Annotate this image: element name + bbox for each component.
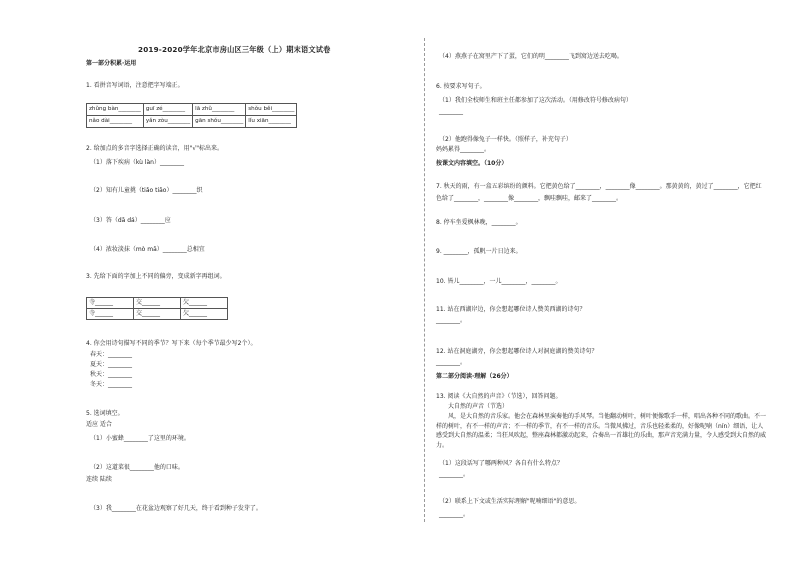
part1-heading: 第一部分积累·运用	[86, 60, 137, 67]
season-autumn: 秋天：________	[90, 371, 133, 378]
question-13-2-answer: ________。	[439, 511, 470, 518]
pinyin-cell: lǐu xiān________	[246, 116, 297, 128]
pinyin-cell: shǒu běi________	[246, 104, 297, 116]
part2-heading: 第二部分阅读·理解（26分）	[436, 373, 513, 380]
question-13: 13. 阅读《大自然的声音》（节选），回答问题。	[436, 393, 562, 400]
question-5-3: （3）我________在花盆边观察了好几天，终于看到种子发芽了。	[90, 505, 262, 512]
pinyin-cell: yǎn zòu________	[143, 116, 192, 128]
radical-cell: 欠______	[181, 298, 228, 309]
question-13-1: （1）这段话写了哪两种风？各自有什么特点？	[439, 460, 563, 467]
radical-cell: 欠______	[181, 309, 228, 320]
pinyin-cell: lā zhǔ________	[193, 104, 246, 116]
question-6-2: （2）他跑得像兔子一样快。（照样子，补充句子）	[439, 136, 572, 143]
pinyin-cell: zhǔnɡ bàn________	[87, 104, 144, 116]
question-3: 3. 先给下面的字加上不同的偏旁，变成新字再组词。	[86, 273, 226, 280]
column-divider	[424, 38, 425, 522]
season-winter: 冬天：________	[90, 381, 133, 388]
pinyin-cell: ɡān shǒu________	[193, 116, 246, 128]
table-row	[87, 309, 228, 320]
question-6-1: （1）我们全校师生和班主任都参加了这次活动。（用修改符号修改病句）	[439, 97, 632, 104]
pinyin-table	[86, 103, 297, 128]
question-9: 9. ________，孤帆一片日边来。	[436, 248, 522, 255]
table-row	[87, 104, 297, 116]
radical-cell: 交______	[134, 309, 181, 320]
question-5-2: （2）这道菜很________他的口味。	[90, 464, 184, 471]
season-summer: 夏天：________	[90, 361, 133, 368]
question-2: 2. 给加点的多音字选择正确的读音，用"√"标出来。	[86, 145, 223, 152]
table-row	[87, 116, 297, 128]
radical-cell: 寺______	[87, 298, 134, 309]
question-6: 6. 按要求写句子。	[436, 83, 486, 90]
passage-title: 大自然的声音（节选）	[448, 403, 509, 410]
passage-paragraph: 风，是大自然的音乐家。他会在森林里演奏他的手风琴。当他翻动树叶，树叶便像歌手一样，唱出各种不同的歌曲。不一样的树叶，有不一样的声音；不一样的季节，有不一样的音乐。当微风拂过，音乐也轻柔柔的，好像呢喃（nín）细语，让人感受到大自然的温柔；当狂风吹起，整座森林都激动起来，合奏出一首雄壮的乐曲，那声音充满力量，令人感受到大自然的威力。	[436, 413, 767, 449]
question-5: 5. 选词填空。	[86, 410, 124, 417]
question-4: 4. 你会用诗句描写不同的季节？写下来（每个季节最少写2个）。	[86, 340, 257, 347]
question-10: 10. 皆儿________，一儿________，________。	[436, 278, 562, 285]
word-options-1: 适应 适合	[86, 421, 112, 428]
radical-table	[86, 297, 228, 320]
season-spring: 春天：________	[90, 351, 133, 358]
question-7: 7. 秋天的雨，有一盒五彩缤纷的颜料。它把黄色给了________，________像________。那黄黄的，黄过了________，它把红色给了________，________像________，飘哇飘哇，邮来了________。	[436, 183, 762, 202]
question-2-3: （3）答（dā dá）________应	[90, 217, 171, 224]
question-8: 8. 停车坐爱枫林晚，________。	[436, 219, 522, 226]
question-2-1: （1）落下疾病（kù làn）________	[90, 159, 184, 166]
pinyin-cell: nǎo dài________	[87, 116, 144, 128]
question-1: 1. 看拼音写词语，注意把字写端正。	[86, 82, 184, 89]
question-5-4: （4）燕燕子在窝里产下了蛋，它们的明________飞到窝边送去吃喝。	[439, 53, 623, 60]
question-12-answer: ________。	[436, 359, 467, 366]
radical-cell: 寺______	[87, 309, 134, 320]
question-13-2: （2）联系上下文或生活实际理解"呢喃细语"的意思。	[439, 498, 581, 505]
question-5-1: （1）小蜜蜂________了这里的环境。	[90, 435, 190, 442]
page-title: 2019-2020学年北京市房山区三年级（上）期末语文试卷	[138, 45, 331, 54]
question-2-2: （2）知有儿童挑（tiǎo tiāo）________织	[90, 187, 203, 194]
question-11-answer: ________。	[436, 317, 467, 324]
table-row	[87, 298, 228, 309]
question-6-1-answer: ________	[439, 108, 463, 115]
question-12: 12. 站在洞庭湖旁，你会想起哪位诗人对洞庭湖的赞美诗句？	[436, 348, 598, 355]
question-13-1-answer: ________。	[439, 471, 470, 478]
word-options-2: 连续 陆续	[86, 476, 112, 483]
question-6-2-answer: 妈妈累得________。	[436, 146, 491, 153]
radical-cell: 交______	[134, 298, 181, 309]
question-11: 11. 站在西湖岸边，你会想起哪位诗人赞美西湖的诗句？	[436, 306, 586, 313]
pinyin-cell: ɡuī zé________	[143, 104, 192, 116]
fill-section-heading: 按课文内容填空。（10分）	[436, 160, 508, 167]
question-2-4: （4）浓妆淡抹（mò mā）________总相宜	[90, 246, 205, 253]
